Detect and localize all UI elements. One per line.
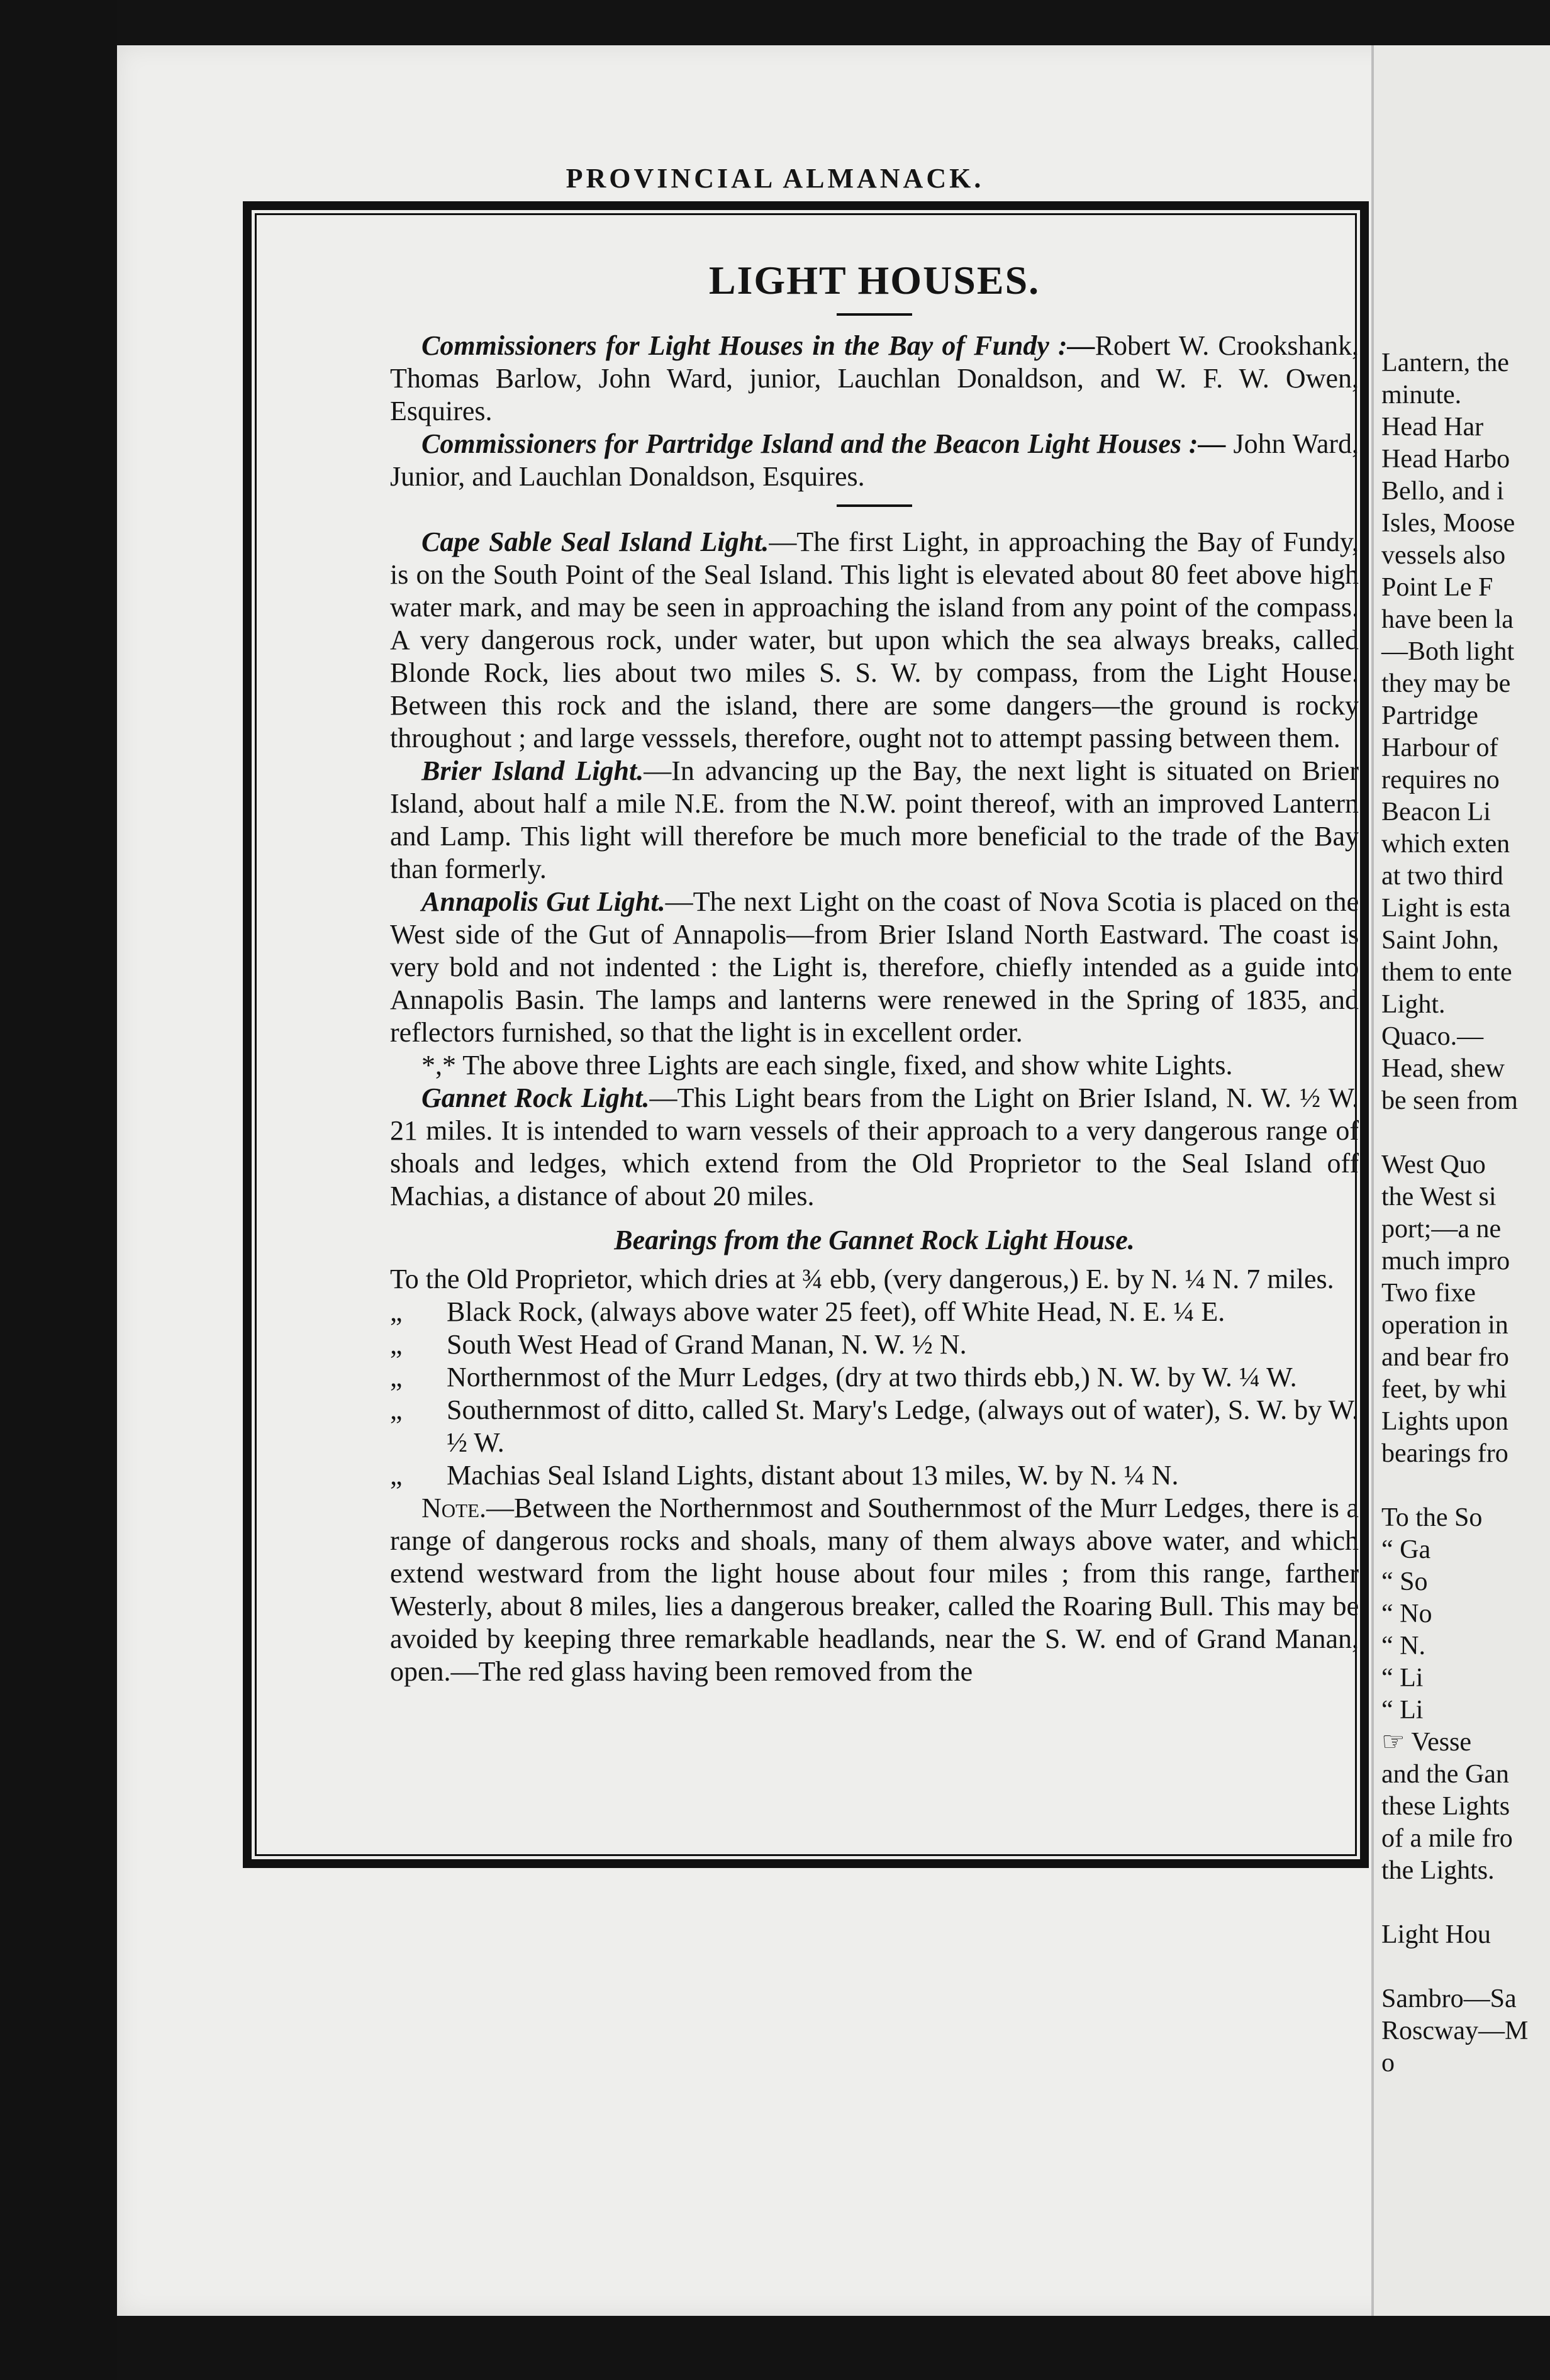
commissioners-partridge <box>390 428 1359 493</box>
next-page-line: Lantern, the <box>1381 348 1509 377</box>
light-heading: Cape Sable Seal Island Light. <box>421 526 769 557</box>
next-page-line <box>1381 1470 1550 1502</box>
commissioners-text: Robert W. Crookshank, Thomas Barlow, John Ward, junior, Lauchlan Donaldson, and W. F. W. Owen, Esquires. <box>390 330 1359 426</box>
commissioners-heading: Commissioners for Partridge Island and the Beacon Light Houses :— <box>421 428 1226 459</box>
bearing-text: To the Old Proprietor, which dries at ¾ ebb, (very dangerous,) E. by N. ¼ N. 7 miles. <box>390 1264 1334 1294</box>
next-page-line: Head Har <box>1381 413 1484 442</box>
next-page-line: the West si <box>1381 1182 1497 1211</box>
bearing-item <box>390 1361 1359 1394</box>
next-page-line: have been la <box>1381 605 1514 634</box>
next-page-line: Two fixe <box>1381 1279 1476 1308</box>
article <box>390 258 1359 1688</box>
light-annapolis-gut <box>390 886 1359 1049</box>
light-text: —The next Light on the coast of Nova Scotia is placed on the West side of the Gut of Annapolis—from Brier Island North Eastward. The coast is very bold and not indented : the Light is, therefore, chiefly intended as a guide into Annapolis Basin. The lamps and lanterns were renewed in the Spring of 1835, and reflectors furnished, so that the light is in excellent order. <box>390 886 1359 1048</box>
next-page-line: o <box>1381 2049 1395 2077</box>
asterism: *,* <box>421 1050 463 1081</box>
next-page-line: of a mile fro <box>1381 1824 1513 1853</box>
next-page-line <box>1381 1117 1550 1149</box>
light-gannet-rock <box>390 1082 1359 1213</box>
next-page-line: which exten <box>1381 830 1510 859</box>
ditto-mark: „ <box>390 1329 403 1360</box>
next-page-line: Harbour of <box>1381 733 1498 762</box>
next-page-line: vessels also <box>1381 541 1506 570</box>
ditto-mark: „ <box>390 1460 403 1491</box>
next-page-line: Point Le F <box>1381 573 1493 602</box>
next-page-line: Saint John, <box>1381 926 1499 955</box>
bearing-item <box>390 1459 1359 1492</box>
bearing-item <box>390 1328 1359 1361</box>
next-page-line <box>1381 1951 1550 1983</box>
next-page-line: at two third <box>1381 862 1503 891</box>
bearing-item <box>390 1394 1359 1459</box>
next-page-line: Isles, Moose <box>1381 509 1515 538</box>
lights-note <box>390 1049 1359 1082</box>
next-page-edge <box>1371 45 1550 2316</box>
next-page-line: Sambro—Sa <box>1381 1984 1517 2013</box>
next-page-line: requires no <box>1381 765 1500 794</box>
bearing-text: South West Head of Grand Manan, N. W. ½ N. <box>447 1329 967 1360</box>
next-page-line: the Lights. <box>1381 1856 1495 1885</box>
next-page-line: Head Harbo <box>1381 445 1510 474</box>
next-page-line: ☞ Vesse <box>1381 1728 1472 1757</box>
bearing-text: Northernmost of the Murr Ledges, (dry at two thirds ebb,) N. W. by W. ¼ W. <box>447 1362 1297 1393</box>
next-page-line: Light Hou <box>1381 1920 1491 1949</box>
next-page-line: “ N. <box>1381 1632 1425 1660</box>
light-text: —This Light bears from the Light on Brier Island, N. W. ½ W. 21 miles. It is intended to warn vessels of their approach to a very dangerous range of shoals and ledges, which extend from the Old Proprietor to the Seal Island off Machias, a distance of about 20 miles. <box>390 1082 1359 1211</box>
note-text: —Between the Northernmost and Southernmost of the Murr Ledges, there is a range of dangerous rocks and shoals, many of them always above water, and which extend westward from the light house about four miles ; from this range, farther Westerly, about 8 miles, lies a dangerous breaker, called the Roaring Bull. This may be avoided by keeping three remarkable headlands, near the S. W. end of Grand Manan, open.—The red glass having been removed from the <box>390 1493 1359 1687</box>
bearing-text: Machias Seal Island Lights, distant about 13 miles, W. by N. ¼ N. <box>447 1460 1179 1491</box>
note-label: Note. <box>421 1493 487 1523</box>
next-page-line: “ Li <box>1381 1696 1424 1725</box>
next-page-line: bearings fro <box>1381 1439 1508 1468</box>
commissioners-fundy <box>390 330 1359 428</box>
next-page-line: “ Ga <box>1381 1535 1431 1564</box>
note-paragraph <box>390 1492 1359 1688</box>
next-page-line: much impro <box>1381 1247 1510 1276</box>
next-page-line: be seen from <box>1381 1086 1518 1115</box>
light-brier-island <box>390 755 1359 886</box>
next-page-line: “ No <box>1381 1599 1432 1628</box>
next-page-line: Head, shew <box>1381 1054 1505 1083</box>
commissioners-heading: Commissioners for Light Houses in the Bay of Fundy :— <box>421 330 1095 361</box>
next-page-line: Partridge <box>1381 701 1478 730</box>
scan-background <box>0 0 117 2380</box>
bearing-item <box>390 1263 1359 1296</box>
running-head: PROVINCIAL ALMANACK. <box>566 163 984 194</box>
next-page-line: and the Gan <box>1381 1760 1509 1789</box>
light-cape-sable <box>390 526 1359 755</box>
next-page-line: operation in <box>1381 1311 1508 1340</box>
title-rule <box>837 313 912 316</box>
next-page-line <box>1381 1887 1550 1919</box>
next-page-text <box>1381 347 1550 2079</box>
next-page-line: Beacon Li <box>1381 798 1491 826</box>
bearing-item <box>390 1296 1359 1328</box>
next-page-line: West Quo <box>1381 1150 1486 1179</box>
next-page-line: they may be <box>1381 669 1511 698</box>
light-heading: Gannet Rock Light. <box>421 1082 650 1113</box>
next-page-line: Quaco.— <box>1381 1022 1484 1051</box>
light-text: —In advancing up the Bay, the next light is situated on Brier Island, about half a mile N.E. from the N.W. point thereof, with an improved Lantern and Lamp. This light will therefore be much more beneficial to the trade of the Bay than formerly. <box>390 755 1359 884</box>
bearing-text: Black Rock, (always above water 25 feet), off White Head, N. E. ¼ E. <box>447 1296 1225 1327</box>
next-page-line: Lights upon <box>1381 1407 1508 1436</box>
next-page-line: them to ente <box>1381 958 1512 987</box>
light-heading: Brier Island Light. <box>421 755 644 786</box>
ditto-mark: „ <box>390 1362 403 1393</box>
next-page-line: Light. <box>1381 990 1446 1019</box>
next-page-line: these Lights <box>1381 1792 1510 1821</box>
next-page-line: “ Li <box>1381 1664 1424 1693</box>
page-title: LIGHT HOUSES. <box>708 258 1040 303</box>
next-page-line: port;—a ne <box>1381 1215 1502 1243</box>
next-page-line: and bear fro <box>1381 1343 1509 1372</box>
light-text: The above three Lights are each single, fixed, and show white Lights. <box>462 1050 1233 1081</box>
next-page-line: feet, by whi <box>1381 1375 1507 1404</box>
next-page-line: “ So <box>1381 1567 1428 1596</box>
light-text: —The first Light, in approaching the Bay of Fundy, is on the South Point of the Seal Island. This light is elevated about 80 feet above high water mark, and may be seen in approaching the island from any point of the compass. A very dangerous rock, under water, but upon which the sea always breaks, called Blonde Rock, lies about two miles S. S. W. by compass, from the Light House. Between this rock and the island, there are some dangers—the ground is rocky throughout ; and large vesssels, therefore, ought not to attempt passing between them. <box>390 526 1359 753</box>
ditto-mark: „ <box>390 1394 403 1425</box>
next-page-line: minute. <box>1381 381 1462 409</box>
bearings-heading: Bearings from the Gannet Rock Light House. <box>614 1225 1135 1255</box>
next-page-line: Light is esta <box>1381 894 1511 923</box>
next-page-line: Roscway—M <box>1381 2016 1529 2045</box>
next-page-line: To the So <box>1381 1503 1483 1532</box>
light-heading: Annapolis Gut Light. <box>421 886 666 917</box>
next-page-line: —Both light <box>1381 637 1515 666</box>
commissioners-text: John Ward, Junior, and Lauchlan Donaldson, Esquires. <box>390 428 1359 492</box>
bearing-text: Southernmost of ditto, called St. Mary's Ledge, (always out of water), S. W. by W. ½ W. <box>447 1394 1359 1458</box>
ditto-mark: „ <box>390 1296 403 1327</box>
section-rule <box>837 504 912 507</box>
next-page-line: Bello, and i <box>1381 477 1504 506</box>
